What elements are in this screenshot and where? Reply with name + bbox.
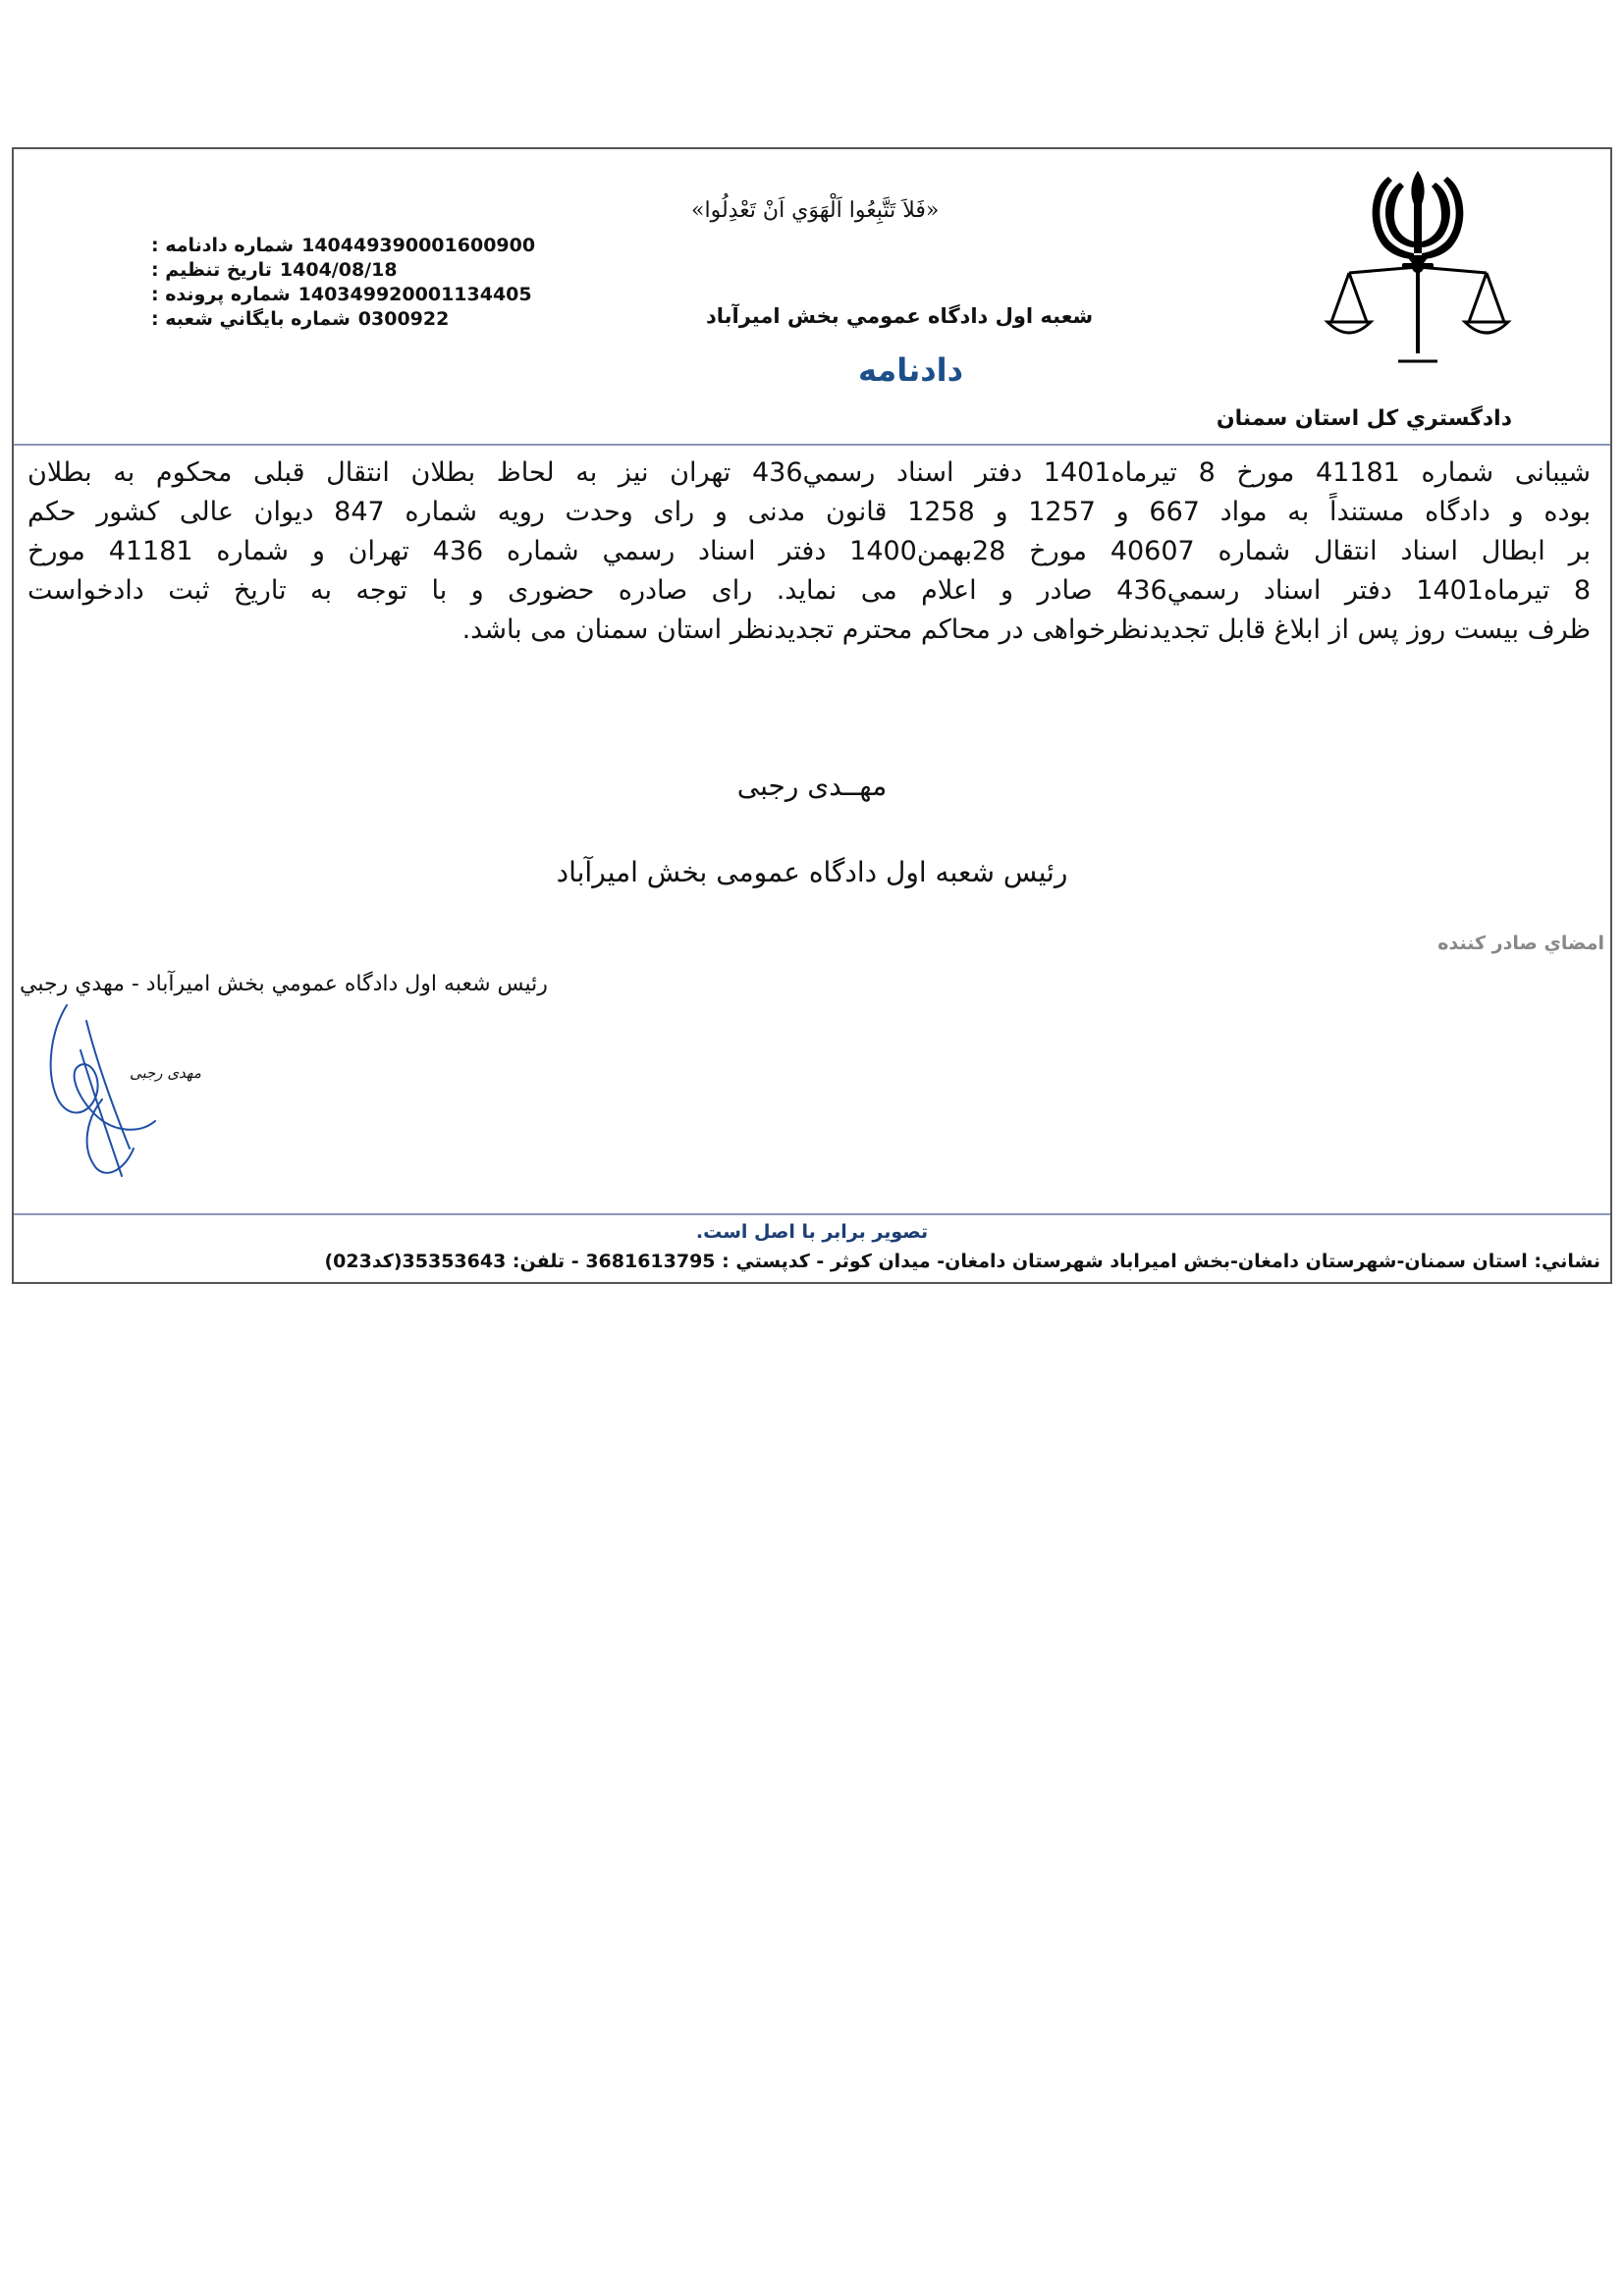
iran-emblem-scales-icon [1320, 165, 1516, 371]
judge-name: مهــدی رجبی [736, 770, 888, 802]
quran-verse: «فَلاَ تَتَّبِعُوا اَلْهَوَي اَنْ تَعْدِلُوا» [691, 198, 940, 223]
issue-date-row [151, 258, 564, 283]
verdict-body [27, 454, 1591, 650]
issue-date-value: 1404/08/18 [279, 259, 398, 281]
archive-number-value: 0300922 [357, 308, 450, 330]
issue-date-label: تاريخ تنظيم : [151, 259, 272, 281]
court-branch-title: شعبه اول دادگاه عمومي بخش اميرآباد [706, 304, 1094, 328]
verdict-line: بر ابطال اسناد انتقال شماره 40607 مورخ 28بهمن1400 دفتر اسناد رسمي شماره 436 تهران و شماره 41181 مورخ [27, 536, 1591, 566]
document-frame [12, 147, 1612, 1284]
case-number-label: شماره پرونده : [151, 284, 291, 305]
verdict-number-value: 140449390001600900 [301, 235, 536, 256]
case-number-value: 140349920001134405 [298, 284, 532, 305]
case-number-row [151, 283, 564, 307]
document-header [14, 149, 1610, 444]
court-address: نشاني: استان سمنان-شهرستان دامغان-بخش اميراباد شهرستان دامغان- ميدان كوثر - كدپستي : 3681613795 - تلفن: 35353643(كد023) [324, 1251, 1600, 1272]
verdict-number-row [151, 234, 564, 258]
issuer-signature-label: امضاي صادر كننده [1437, 933, 1604, 954]
verdict-line: 8 تیرماه1401 دفتر اسناد رسمي436 صادر و اعلام می نماید. رای صادره حضوری و با توجه به تاریخ ثبت دادخواست [27, 575, 1591, 606]
archive-number-label: شماره بايگاني شعبه : [151, 308, 351, 330]
verdict-line: بوده و دادگاه مستنداً به مواد 667 و 1257 و 1258 قانون مدنی و رای وحدت رویه شماره 847 دیوان عالی کشور حکم [27, 497, 1591, 527]
verdict-line: ظرف بیست روز پس از ابلاغ قابل تجدیدنظرخواهی در محاکم محترم تجدیدنظر استان سمنان می باشد. [461, 614, 1591, 645]
archive-number-row [151, 307, 564, 332]
signature-handwritten-name: مهدی رجبی [130, 1064, 201, 1082]
issuer-signature-line: رئيس شعبه اول دادگاه عمومي بخش اميرآباد - مهدي رجبي [20, 972, 548, 996]
header-divider [14, 444, 1610, 446]
handwritten-signature-icon [27, 1001, 194, 1178]
verdict-line: شیبانی شماره 41181 مورخ 8 تیرماه1401 دفتر اسناد رسمي436 تهران نیز به لحاظ بطلان انتقال قبلی محکوم به بطلان [27, 457, 1591, 488]
copy-certification-note: تصوير برابر با اصل است. [695, 1221, 929, 1243]
footer-divider [14, 1213, 1610, 1215]
case-metadata [151, 234, 564, 332]
document-type-title: دادنامه [858, 351, 964, 389]
judiciary-title: دادگستري كل استان سمنان [1216, 406, 1512, 431]
verdict-number-label: شماره دادنامه : [151, 235, 295, 256]
judge-title: رئیس شعبه اول دادگاه عمومی بخش امیرآباد [556, 856, 1068, 888]
